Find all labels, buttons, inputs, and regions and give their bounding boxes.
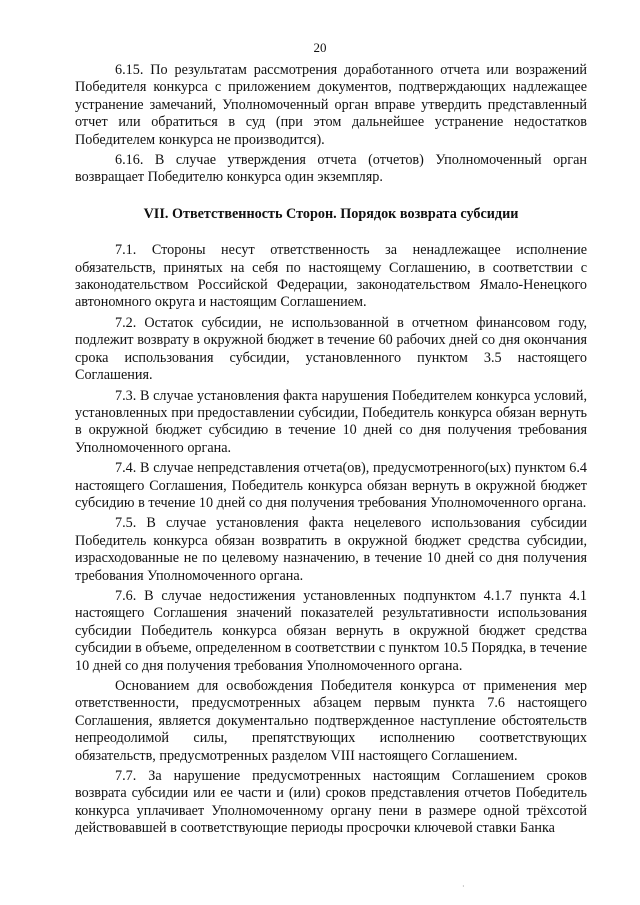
section-title: VII. Ответственность Сторон. Порядок возврата субсидии (143, 205, 519, 222)
paragraph-7-1: 7.1. Стороны несут ответственность за ненадлежащее исполнение обязательств, принятых на себя по настоящему Соглашению, в соответствии с законодательством Российской Федерации, законодательством Ямало-Ненецкого автономного округа и настоящим Соглашением. (75, 242, 587, 311)
paragraph-6-15: 6.15. По результатам рассмотрения доработанного отчета или возражений Победителя конкурса с приложением документов, подтверждающих надлежащее устранение замечаний, Уполномоченный орган вправе утвердить представленный отчет или обратиться в суд (при этом дальнейшее устранение недостатков Победителем конкурса не производится). (75, 62, 587, 148)
page-number: 20 (313, 40, 327, 55)
paragraph-7-7: 7.7. За нарушение предусмотренных настоящим Соглашением сроков возврата субсидии или ее части и (или) сроков представления отчетов Победитель конкурса уплачивает Уполномоченному органу пени в размере одной трёхсотой действовавшей в соответствующие периоды просрочки ключевой ставки Банка (75, 768, 587, 837)
scan-speck: · (462, 882, 465, 891)
paragraph-7-5: 7.5. В случае установления факта нецелевого использования субсидии Победитель конкурса обязан возвратить в окружной бюджет средства субсидии, израсходованные не по целевому назначению, в течение 10 дней со дня получения требования Уполномоченного органа. (75, 515, 587, 584)
paragraph-7-2: 7.2. Остаток субсидии, не использованной в отчетном финансовом году, подлежит возврату в окружной бюджет в течение 60 рабочих дней со дня окончания срока использования субсидии, установленного пунктом 3.5 настоящего Соглашения. (75, 314, 587, 384)
paragraph-6-16: 6.16. В случае утверждения отчета (отчетов) Уполномоченный орган возвращает Победителю конкурса один экземпляр. (75, 152, 587, 186)
paragraph-7-6: 7.6. В случае недостижения установленных подпунктом 4.1.7 пункта 4.1 настоящего Соглашения значений показателей результативности использования субсидии Победитель конкурса обязан вернуть в окружной бюджет средства субсидии в объеме, определенном в соответствии с пунктом 10.5 Порядка, в течение 10 дней со дня получения требования Уполномоченного органа. (75, 587, 587, 674)
paragraph-7-3: 7.3. В случае установления факта нарушения Победителем конкурса условий, установленных при предоставлении субсидии, Победитель конкурса обязан вернуть в окружной бюджет субсидию в течение 10 дней со дня получения требования Уполномоченного органа. (75, 387, 587, 456)
paragraph-7-6-exemption: Основанием для освобождения Победителя конкурса от применения мер ответственности, предусмотренных абзацем первым пункта 7.6 настоящего Соглашения, является документально подтвержденное наступление обстоятельств непреодолимой силы, препятствующих исполнению соответствующих обязательств, предусмотренных разделом VIII настоящего Соглашением. (75, 678, 587, 764)
paragraph-7-4: 7.4. В случае непредставления отчета(ов), предусмотренного(ых) пунктом 6.4 настоящего Соглашения, Победитель конкурса обязан вернуть в окружной бюджет субсидию в течение 10 дней со дня получения требования Уполномоченного органа. (75, 460, 587, 511)
page-content (75, 62, 587, 841)
